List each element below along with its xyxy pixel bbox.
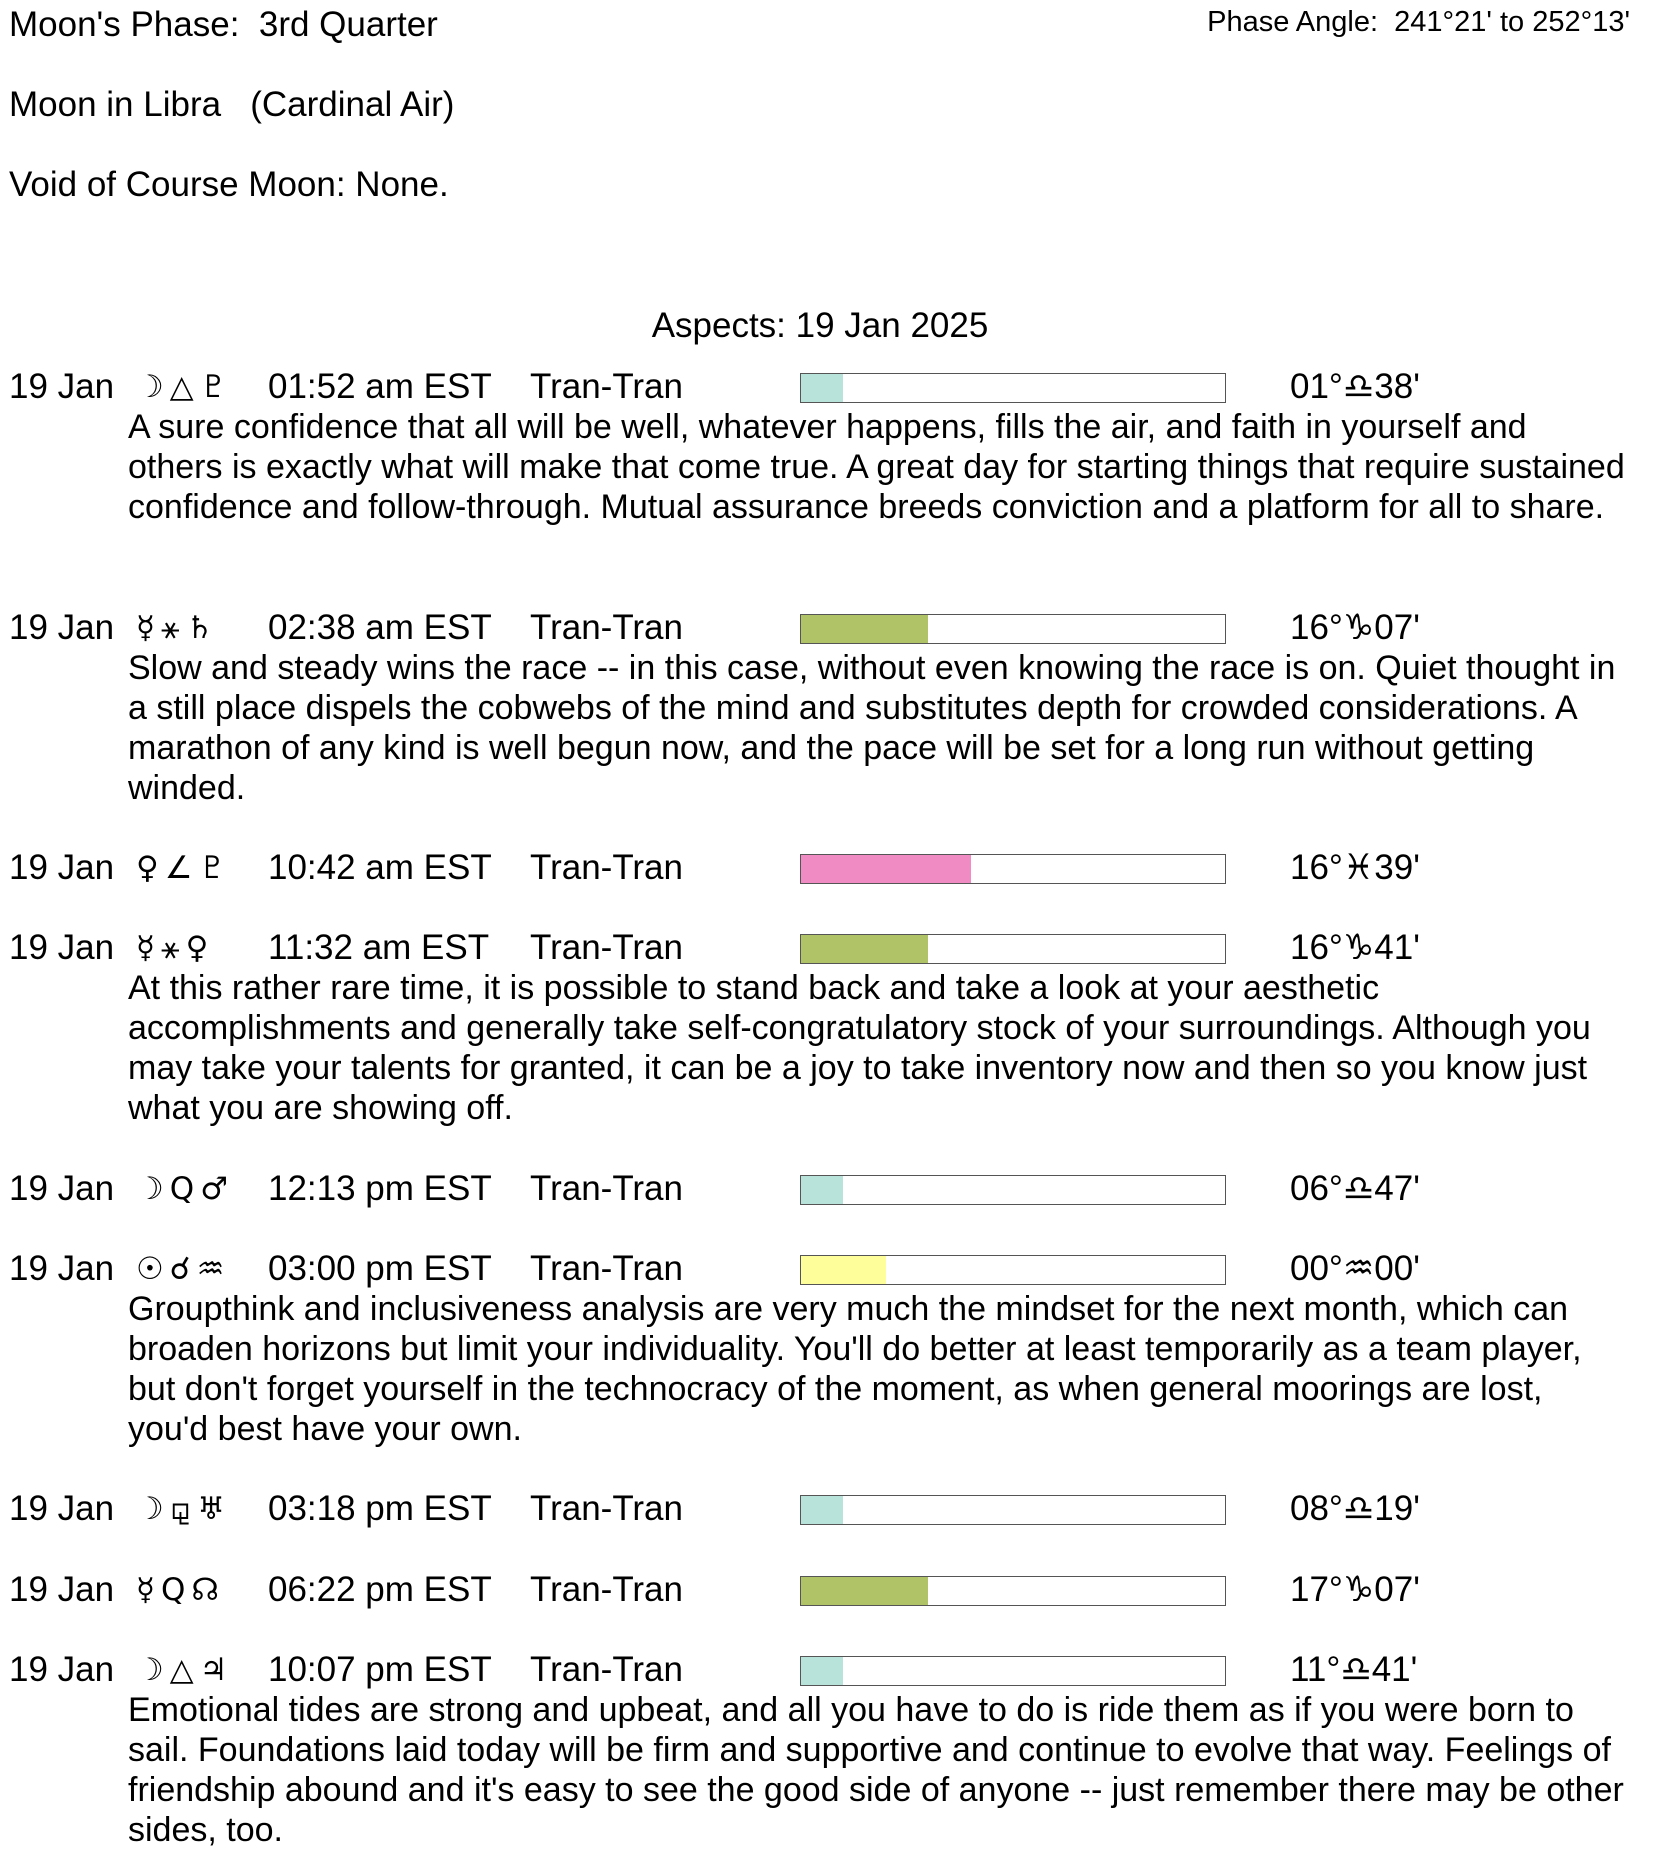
aspect-kind: Tran-Tran bbox=[530, 1169, 683, 1208]
aspect-glyphs: ☽△♇ bbox=[136, 369, 234, 405]
aspect-entry bbox=[0, 367, 1674, 527]
aspect-position: 11°♎41' bbox=[1290, 1650, 1418, 1689]
aspect-header-row bbox=[0, 367, 1674, 411]
aspect-date: 19 Jan bbox=[9, 848, 115, 887]
aspect-glyphs: ☿⚹♀ bbox=[136, 930, 215, 966]
aspect-header-row bbox=[0, 928, 1674, 972]
aspect-date: 19 Jan bbox=[9, 1570, 115, 1609]
strength-bar-fill bbox=[801, 935, 928, 963]
aspect-position: 16°♑07' bbox=[1290, 608, 1420, 647]
strength-bar-fill bbox=[801, 1176, 843, 1204]
aspect-glyphs: ☽△♃ bbox=[136, 1652, 234, 1688]
aspect-kind: Tran-Tran bbox=[530, 1570, 683, 1609]
strength-bar bbox=[800, 1576, 1226, 1606]
aspect-glyphs: ♀∠♇ bbox=[136, 850, 233, 886]
aspect-position: 17°♑07' bbox=[1290, 1570, 1420, 1609]
aspect-glyphs: ☿⚹♄ bbox=[136, 610, 220, 646]
moon-phase: Moon's Phase: 3rd Quarter bbox=[9, 5, 438, 44]
aspect-date: 19 Jan bbox=[9, 1650, 115, 1689]
aspect-time: 02:38 am EST bbox=[268, 608, 492, 647]
strength-bar-fill bbox=[801, 1256, 886, 1284]
aspect-time: 01:52 am EST bbox=[268, 367, 492, 406]
aspect-header-row bbox=[0, 1570, 1674, 1614]
strength-bar bbox=[800, 373, 1226, 403]
phase-angle: Phase Angle: 241°21' to 252°13' bbox=[1207, 6, 1630, 38]
strength-bar-fill bbox=[801, 1496, 843, 1524]
aspect-glyphs: ☽⚼♅ bbox=[136, 1491, 232, 1527]
aspect-kind: Tran-Tran bbox=[530, 848, 683, 887]
aspect-kind: Tran-Tran bbox=[530, 928, 683, 967]
aspect-time: 06:22 pm EST bbox=[268, 1570, 492, 1609]
strength-bar bbox=[800, 1656, 1226, 1686]
strength-bar bbox=[800, 1175, 1226, 1205]
aspect-date: 19 Jan bbox=[9, 928, 115, 967]
moon-sign: Moon in Libra (Cardinal Air) bbox=[9, 85, 455, 124]
aspect-header-row bbox=[0, 1489, 1674, 1533]
aspect-description: Slow and steady wins the race -- in this case, without even knowing the race is on. Quiet thought in a still place dispels the cobwebs of the mind and substitutes depth for crowded considerations. A marathon of any kind is well begun now, and the pace will be set for a long run without getting winded. bbox=[128, 649, 1616, 807]
aspect-kind: Tran-Tran bbox=[530, 608, 683, 647]
strength-bar-fill bbox=[801, 1577, 928, 1605]
aspect-position: 16°♓39' bbox=[1290, 848, 1420, 887]
aspect-description: Emotional tides are strong and upbeat, and all you have to do is ride them as if you were born to sail. Foundations laid today will be firm and supportive and continue to evolve that way. Feelings of friendship abound and it's easy to see the good side of anyone -- just remember there may be other sides, too. bbox=[128, 1691, 1624, 1849]
aspect-entry bbox=[0, 1169, 1674, 1213]
strength-bar-fill bbox=[801, 855, 971, 883]
strength-bar bbox=[800, 614, 1226, 644]
strength-bar bbox=[800, 1255, 1226, 1285]
aspect-time: 10:07 pm EST bbox=[268, 1650, 492, 1689]
aspect-position: 01°♎38' bbox=[1290, 367, 1420, 406]
aspect-date: 19 Jan bbox=[9, 1169, 115, 1208]
aspect-date: 19 Jan bbox=[9, 1489, 115, 1528]
aspect-header-row bbox=[0, 1650, 1674, 1694]
aspect-entry bbox=[0, 1249, 1674, 1449]
aspect-entry bbox=[0, 608, 1674, 808]
void-of-course: Void of Course Moon: None. bbox=[9, 165, 449, 204]
aspect-kind: Tran-Tran bbox=[530, 1650, 683, 1689]
aspect-entry bbox=[0, 1489, 1674, 1533]
aspect-header-row bbox=[0, 848, 1674, 892]
strength-bar bbox=[800, 1495, 1226, 1525]
aspect-time: 03:18 pm EST bbox=[268, 1489, 492, 1528]
aspect-header-row bbox=[0, 1169, 1674, 1213]
aspect-description: At this rather rare time, it is possible to stand back and take a look at your aesthetic accomplishments and generally take self-congratulatory stock of your surroundings. Although you may take your talents for granted, it can be a joy to take inventory now and then so you know just what you are showing off. bbox=[128, 969, 1591, 1127]
aspect-time: 03:00 pm EST bbox=[268, 1249, 492, 1288]
aspect-header-row bbox=[0, 1249, 1674, 1293]
strength-bar-fill bbox=[801, 615, 928, 643]
aspect-glyphs: ☽Q♂ bbox=[136, 1171, 234, 1207]
aspect-glyphs: ☉☌♒ bbox=[136, 1251, 231, 1287]
aspect-entry bbox=[0, 1570, 1674, 1614]
aspect-time: 11:32 am EST bbox=[268, 928, 490, 967]
aspect-entry bbox=[0, 928, 1674, 1128]
aspect-kind: Tran-Tran bbox=[530, 1249, 683, 1288]
aspect-kind: Tran-Tran bbox=[530, 367, 683, 406]
aspect-header-row bbox=[0, 608, 1674, 652]
aspect-date: 19 Jan bbox=[9, 1249, 115, 1288]
strength-bar bbox=[800, 934, 1226, 964]
aspect-entry bbox=[0, 1650, 1674, 1850]
aspect-glyphs: ☿Q☊ bbox=[136, 1572, 225, 1608]
aspect-position: 06°♎47' bbox=[1290, 1169, 1420, 1208]
strength-bar-fill bbox=[801, 374, 843, 402]
aspect-date: 19 Jan bbox=[9, 608, 115, 647]
aspect-time: 10:42 am EST bbox=[268, 848, 492, 887]
aspect-description: A sure confidence that all will be well, whatever happens, fills the air, and faith in yourself and others is exactly what will make that come true. A great day for starting things that require sustained confidence and follow-through. Mutual assurance breeds conviction and a platform for all to share. bbox=[128, 408, 1625, 526]
strength-bar-fill bbox=[801, 1657, 843, 1685]
aspect-position: 08°♎19' bbox=[1290, 1489, 1420, 1528]
aspect-description: Groupthink and inclusiveness analysis are very much the mindset for the next month, which can broaden horizons but limit your individuality. You'll do better at least temporarily as a team player, but don't forget yourself in the technocracy of the moment, as when general moorings are lost, you'd best have your own. bbox=[128, 1290, 1582, 1448]
aspect-position: 00°♒00' bbox=[1290, 1249, 1420, 1288]
aspect-date: 19 Jan bbox=[9, 367, 115, 406]
aspect-kind: Tran-Tran bbox=[530, 1489, 683, 1528]
aspect-entry bbox=[0, 848, 1674, 892]
strength-bar bbox=[800, 854, 1226, 884]
aspect-time: 12:13 pm EST bbox=[268, 1169, 492, 1208]
aspects-title: Aspects: 19 Jan 2025 bbox=[651, 306, 989, 345]
aspect-position: 16°♑41' bbox=[1290, 928, 1420, 967]
